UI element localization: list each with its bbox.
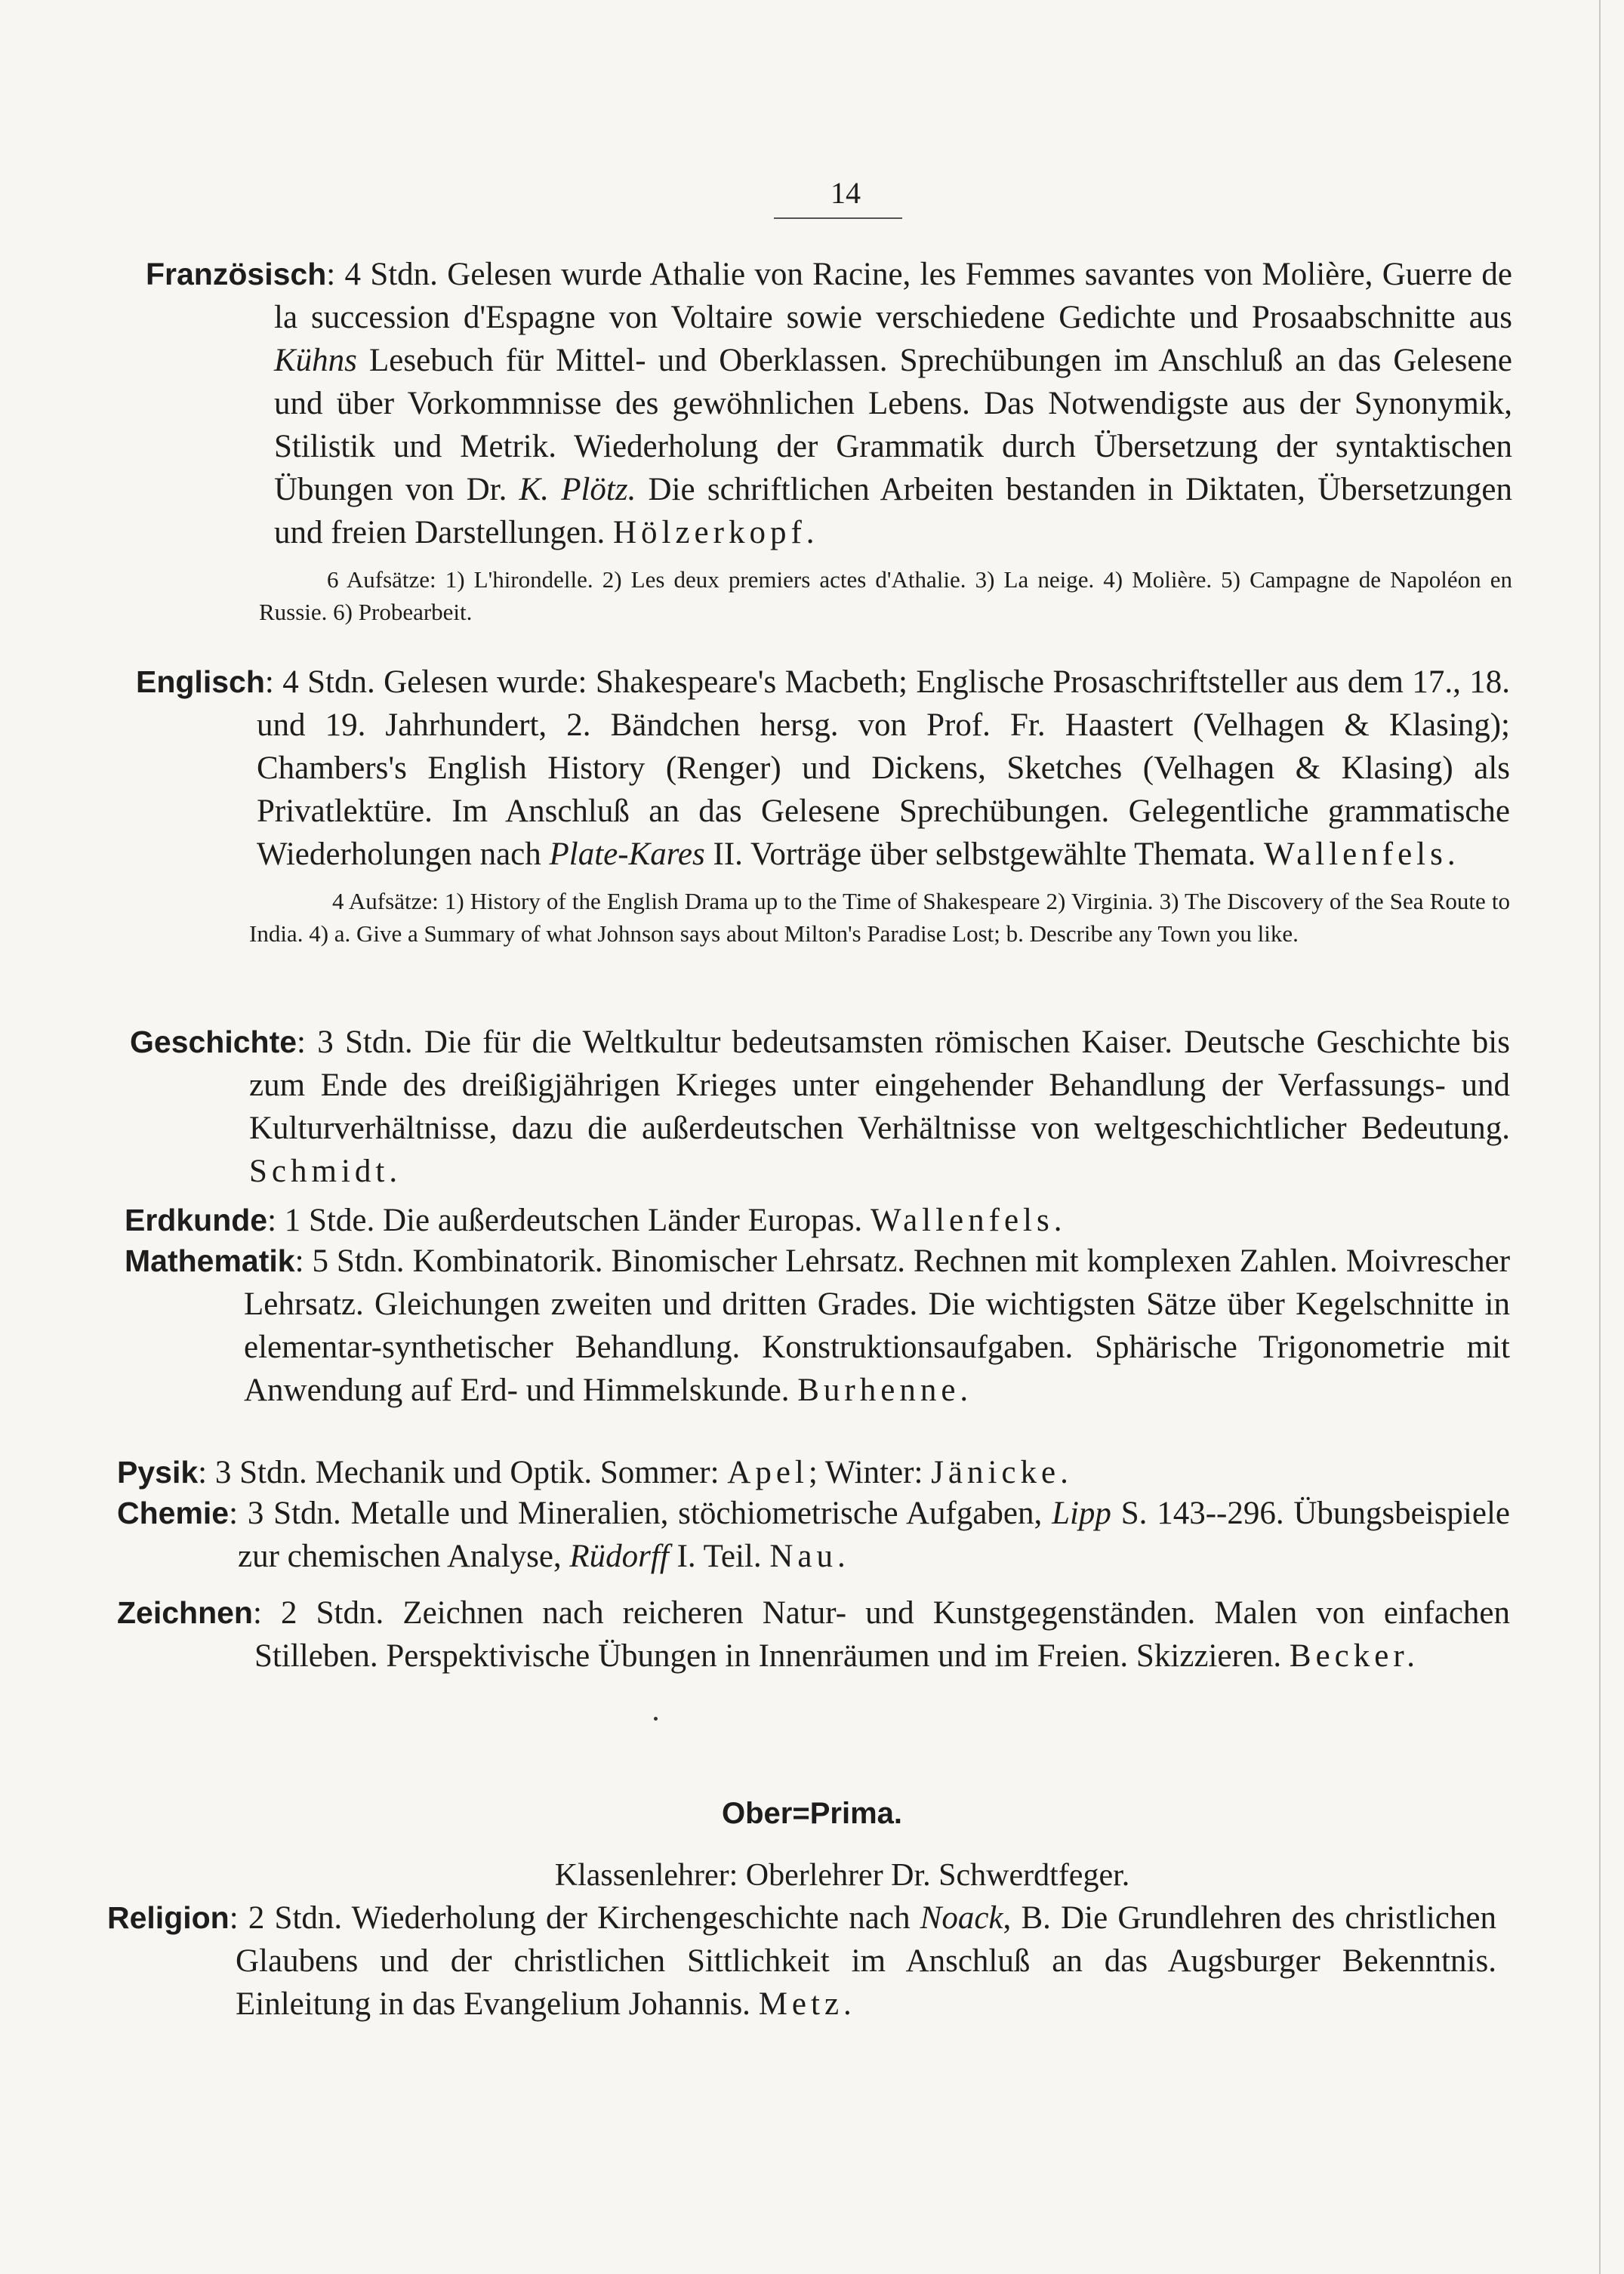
religion-text-1: Wiederholung der Kirchengeschichte nach [351,1900,920,1936]
section-chemie [117,1492,1510,1578]
religion-heading: Religion [107,1900,230,1935]
franzoesisch-author-kuehns: Kühns [274,343,357,378]
pysik-paragraph [117,1451,1510,1494]
erdkunde-hours: : 1 Stde. [267,1203,375,1238]
chemie-text-2: S. 143--296. Übungsbeispiele zur chemischen Analyse, [238,1496,1510,1574]
zeichnen-heading: Zeichnen [117,1595,253,1630]
section-pysik [117,1451,1510,1494]
section-geschichte [130,1021,1510,1193]
section-religion [107,1897,1496,2026]
franzoesisch-heading: Französisch [146,257,327,291]
chemie-hours: : 3 Stdn. [229,1496,341,1531]
page-number: 14 [830,176,861,210]
zeichnen-hours: : 2 Stdn. [252,1595,384,1631]
mathematik-text: Kombinatorik. Binomischer Lehrsatz. Rechnen mit komplexen Zahlen. Moivrescher Lehrsatz. Gleichungen zweiten und dritten Grades. Die wichtigsten Sätze über Kegelschnitte in elementar-synthetischer Behandlung. Konstruktionsaufgaben. Sphärische Trigonometrie mit Anwendung auf Erd- und Himmelskunde. [244,1243,1511,1408]
pysik-text-1: Mechanik und Optik. Sommer: [315,1455,728,1490]
religion-hours: : 2 Stdn. [229,1900,343,1936]
section-englisch [136,661,1510,950]
franzoesisch-author-ploetz: K. Plötz. [519,472,636,507]
religion-text-2: , B. Die Grundlehren des christlichen Glaubens und der christlichen Sittlichkeit im Anschluß an das Augsburger Bekenntnis. Einleitung in das Evangelium Johannis. [236,1900,1496,2022]
mathematik-hours: : 5 Stdn. [294,1243,405,1279]
englisch-author-plate-kares: Plate-Kares [549,837,705,872]
franzoesisch-text-3: Die schriftlichen Arbeiten bestanden in Diktaten, Übersetzungen und freien Darstellungen. [274,472,1513,550]
erdkunde-paragraph [125,1199,1510,1242]
zeichnen-paragraph [117,1591,1510,1678]
englisch-teacher: Wallenfels. [1264,837,1460,872]
page-edge-divider [1599,0,1601,2274]
section-erdkunde [125,1199,1510,1242]
religion-paragraph [107,1897,1496,2026]
religion-author-noack: Noack [920,1900,1003,1936]
pysik-text-2: ; Winter: [808,1455,932,1490]
geschichte-hours: : 3 Stdn. [297,1025,413,1060]
chemie-text-3: I. Teil. [668,1539,762,1574]
pysik-teacher-winter: Jänicke. [931,1455,1073,1490]
chemie-paragraph [117,1492,1510,1578]
franzoesisch-paragraph [146,253,1512,554]
erdkunde-teacher: Wallenfels. [870,1203,1067,1238]
englisch-text-2: II. Vorträge über selbstgewählte Themata. [704,837,1256,872]
erdkunde-heading: Erdkunde [125,1203,268,1237]
geschichte-heading: Geschichte [130,1025,297,1059]
chemie-text-1: Metalle und Mineralien, stöchiometrische Aufgaben, [350,1496,1052,1531]
franzoesisch-text-1: Gelesen wurde Athalie von Racine, les Femmes savantes von Molière, Guerre de la succession d'Espagne von Voltaire sowie verschiedene Gedichte und Prosaabschnitte aus [274,257,1513,335]
mathematik-heading: Mathematik [125,1243,295,1278]
pysik-teacher-summer: Apel [727,1455,809,1490]
geschichte-paragraph [130,1021,1510,1193]
oberprima-klassenlehrer: Klassenlehrer: Oberlehrer Dr. Schwerdtfeger. [554,1858,1130,1893]
chemie-teacher: Nau. [769,1539,850,1574]
englisch-paragraph [136,661,1510,876]
chemie-author-lipp: Lipp [1052,1496,1111,1531]
religion-teacher: Metz. [758,1986,856,2022]
erdkunde-text: Die außerdeutschen Länder Europas. [383,1203,863,1238]
page-number-rule [774,217,902,219]
englisch-hours: : 4 Stdn. [264,664,375,700]
stray-dot [654,1717,658,1721]
section-mathematik [125,1240,1510,1412]
oberprima-title: Ober=Prima. [721,1797,902,1830]
section-franzoesisch [146,253,1512,628]
zeichnen-teacher: Becker. [1289,1638,1420,1674]
geschichte-text: Die für die Weltkultur bedeutsamsten römischen Kaiser. Deutsche Geschichte bis zum Ende des dreißigjährigen Krieges unter eingehender Behandlung der Verfassungs- und Kulturverhältnisse, dazu die außerdeutschen Verhältnisse von weltgeschichtlicher Bedeutung. [249,1025,1510,1146]
franzoesisch-hours: : 4 Stdn. [326,257,438,292]
franzoesisch-teacher: Hölzerkopf. [612,515,819,550]
mathematik-teacher: Burhenne. [797,1373,973,1408]
chemie-author-ruedorff: Rüdorff [569,1539,669,1574]
englisch-heading: Englisch [136,664,265,699]
pysik-hours: : 3 Stdn. [198,1455,307,1490]
englisch-text-1: Gelesen wurde: Shakespeare's Macbeth; Englische Prosaschriftsteller aus dem 17., 18. und 19. Jahrhundert, 2. Bändchen hersg. von Prof. Fr. Haastert (Velhagen & Klasing); Chambers's English History (Renger) und Dickens, Sketches (Velhagen & Klasing) als Privatlektüre. Im Anschluß an das Gelesene Sprechübungen. Gelegentliche grammatische Wiederholungen nach [257,664,1511,872]
geschichte-teacher: Schmidt. [249,1154,402,1189]
chemie-heading: Chemie [117,1496,230,1530]
section-zeichnen [117,1591,1510,1678]
pysik-heading: Pysik [117,1455,199,1490]
franzoesisch-essays: 6 Aufsätze: 1) L'hirondelle. 2) Les deux premiers actes d'Athalie. 3) La neige. 4) Molière. 5) Campagne de Napoléon en Russie. 6) Probearbeit. [259,566,1512,625]
mathematik-paragraph [125,1240,1510,1412]
zeichnen-text: Zeichnen nach reicheren Natur- und Kunstgegenständen. Malen von einfachen Stilleben. Perspektivische Übungen in Innenräumen und im Freien. Skizzieren. [254,1595,1511,1674]
englisch-essays: 4 Aufsätze: 1) History of the English Drama up to the Time of Shakespeare 2) Virginia. 3) The Discovery of the Sea Route to India. 4) a. Give a Summary of what Johnson says about Milton's Paradise Lost; b. Describe any Town you like. [249,888,1510,947]
franzoesisch-text-2: Lesebuch für Mittel- und Oberklassen. Sprechübungen im Anschluß an das Gelesene und über Vorkommnisse des gewöhnlichen Lebens. Das Notwendigste aus der Synonymik, Stilistik und Metrik. Wiederholung der Grammatik durch Übersetzung der syntaktischen Übungen von Dr. [274,343,1512,507]
